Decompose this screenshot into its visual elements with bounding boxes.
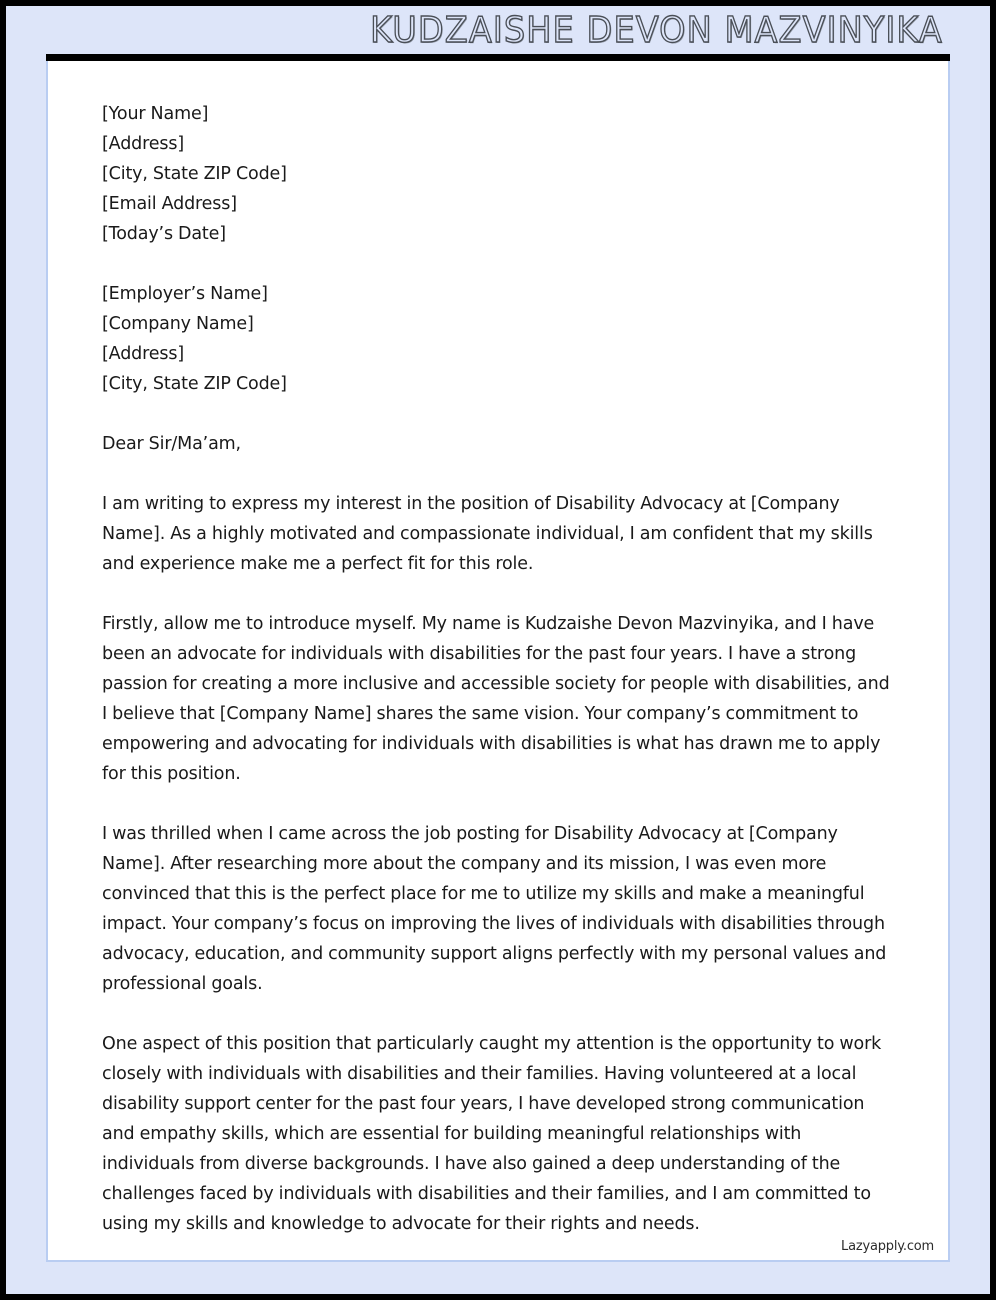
block-spacer: [102, 789, 892, 819]
letter-page: [46, 61, 950, 1262]
watermark: Lazyapply.com: [835, 1238, 936, 1256]
block-spacer: [102, 399, 892, 429]
document-header: [6, 6, 990, 54]
recipient-address-block: [102, 279, 892, 399]
salutation: Dear Sir/Ma’am,: [102, 434, 241, 454]
block-spacer: [102, 579, 892, 609]
recipient-line: [Company Name]: [102, 314, 254, 334]
recipient-line: [City, State ZIP Code]: [102, 374, 287, 394]
sender-line: [City, State ZIP Code]: [102, 164, 287, 184]
letter-body: [102, 99, 892, 1239]
page-title: KUDZAISHE DEVON MAZVINYIKA: [370, 10, 943, 51]
sender-line: [Email Address]: [102, 194, 237, 214]
document-canvas: [6, 6, 990, 1294]
sender-line: [Your Name]: [102, 104, 209, 124]
letter-paragraph: One aspect of this position that particularly caught my attention is the opportunity to work closely with individuals with disabilities and their families. Having volunteered at a local disability support center for the past four years, I have developed strong communication and empathy skills, which are essential for building meaningful relationships with individuals from diverse backgrounds. I have also gained a deep understanding of the challenges faced by individuals with disabilities and their families, and I am committed to using my skills and knowledge to advocate for their rights and needs.: [102, 1034, 882, 1234]
recipient-line: [Address]: [102, 344, 184, 364]
sender-line: [Address]: [102, 134, 184, 154]
sender-line: [Today’s Date]: [102, 224, 226, 244]
block-spacer: [102, 459, 892, 489]
letter-paragraph: Firstly, allow me to introduce myself. My name is Kudzaishe Devon Mazvinyika, and I have been an advocate for individuals with disabilities for the past four years. I have a strong passion for creating a more inclusive and accessible society for people with disabilities, and I believe that [Company Name] shares the same vision. Your company’s commitment to empowering and advocating for individuals with disabilities is what has drawn me to apply for this position.: [102, 614, 890, 784]
letter-paragraph: I am writing to express my interest in the position of Disability Advocacy at [Company Name]. As a highly motivated and compassionate individual, I am confident that my skills and experience make me a perfect fit for this role.: [102, 494, 873, 574]
block-spacer: [102, 249, 892, 279]
sender-address-block: [102, 99, 892, 249]
block-spacer: [102, 999, 892, 1029]
header-divider: [46, 54, 950, 61]
recipient-line: [Employer’s Name]: [102, 284, 268, 304]
letter-paragraph: I was thrilled when I came across the job posting for Disability Advocacy at [Company Name]. After researching more about the company and its mission, I was even more convinced that this is the perfect place for me to utilize my skills and make a meaningful impact. Your company’s focus on improving the lives of individuals with disabilities through advocacy, education, and community support aligns perfectly with my personal values and professional goals.: [102, 824, 887, 994]
